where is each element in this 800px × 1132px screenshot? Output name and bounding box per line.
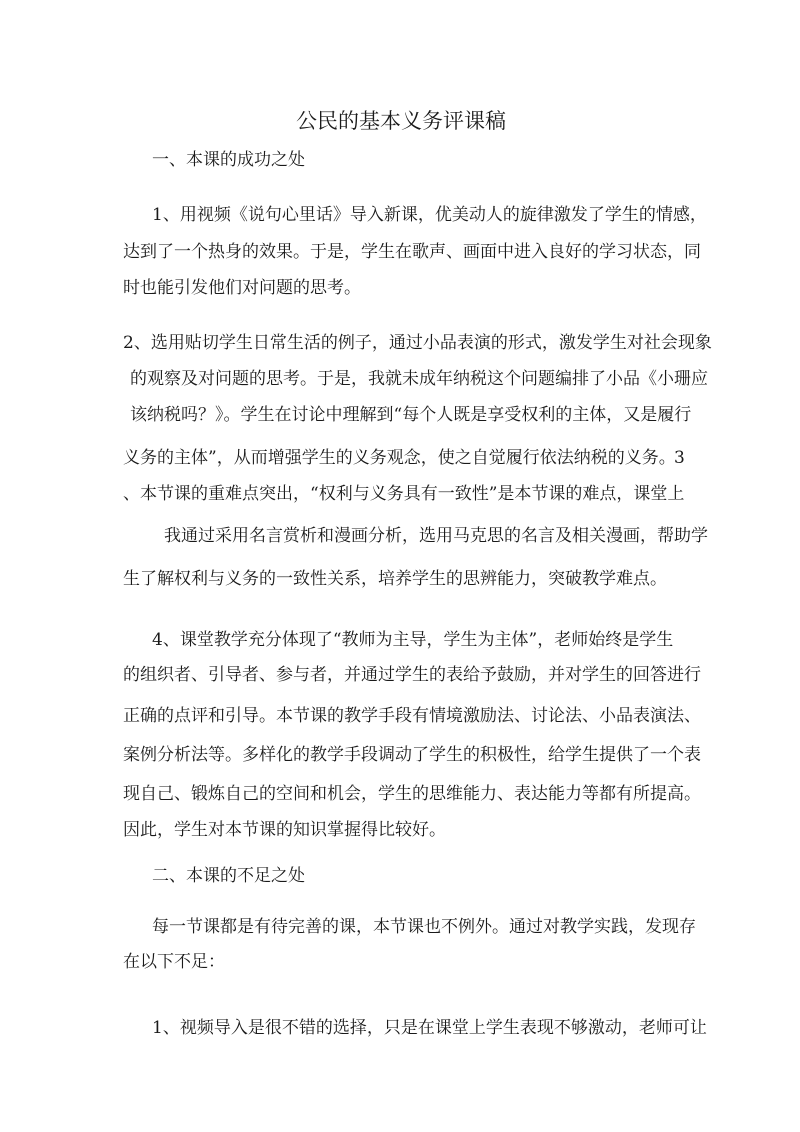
paragraph-line: 的观察及对问题的思考。于是，我就未成年纳税这个问题编排了小品《小珊应 <box>130 369 708 389</box>
paragraph-line: 1、用视频《说句心里话》导入新课，优美动人的旋律激发了学生的情感， <box>152 205 707 225</box>
paragraph-line: 该纳税吗？》。学生在讨论中理解到“每个人既是享受权利的主体，又是履行 <box>130 405 692 425</box>
paragraph-line: 案例分析法等。多样化的教学手段调动了学生的积极性，给学生提供了一个表 <box>123 745 701 765</box>
paragraph-line: 1、视频导入是很不错的选择，只是在课堂上学生表现不够激动，老师可让 <box>152 1018 707 1038</box>
paragraph-line: 正确的点评和引导。本节课的教学手段有情境激励法、讨论法、小品表演法、 <box>123 706 701 726</box>
paragraph-line: 、本节课的重难点突出，“权利与义务具有一致性”是本节课的难点，课堂上 <box>123 484 685 504</box>
paragraph-line: 在以下不足： <box>123 952 225 972</box>
section2-heading: 二、本课的不足之处 <box>152 866 305 886</box>
paragraph-line: 因此，学生对本节课的知识掌握得比较好。 <box>123 820 446 840</box>
paragraph-line: 时也能引发他们对问题的思考。 <box>123 278 361 298</box>
paragraph-line: 的组织者、引导者、参与者，并通过学生的表给予鼓励，并对学生的回答进行 <box>123 665 701 685</box>
paragraph-line: 生了解权利与义务的一致性关系，培养学生的思辨能力，突破教学难点。 <box>123 569 667 589</box>
paragraph-line: 我通过采用名言赏析和漫画分析，选用马克思的名言及相关漫画，帮助学 <box>164 526 708 546</box>
paragraph-line: 现自己、锻炼自己的空间和机会，学生的思维能力、表达能力等都有所提高。 <box>123 784 701 804</box>
document-title: 公民的基本义务评课稿 <box>296 109 506 133</box>
paragraph-line: 2、选用贴切学生日常生活的例子，通过小品表演的形式，激发学生对社会现象 <box>123 333 712 353</box>
paragraph-line: 4、课堂教学充分体现了“教师为主导，学生为主体”，老师始终是学生 <box>152 630 674 650</box>
paragraph-line: 义务的主体”，从而增强学生的义务观念，使之自觉履行依法纳税的义务。 <box>123 448 676 468</box>
section1-heading: 一、本课的成功之处 <box>152 150 305 170</box>
paragraph-number: 3 <box>674 448 685 468</box>
paragraph-line: 每一节课都是有待完善的课，本节课也不例外。通过对教学实践，发现存 <box>152 917 696 937</box>
paragraph-line: 达到了一个热身的效果。于是，学生在歌声、画面中进入良好的学习状态，同 <box>123 242 701 262</box>
